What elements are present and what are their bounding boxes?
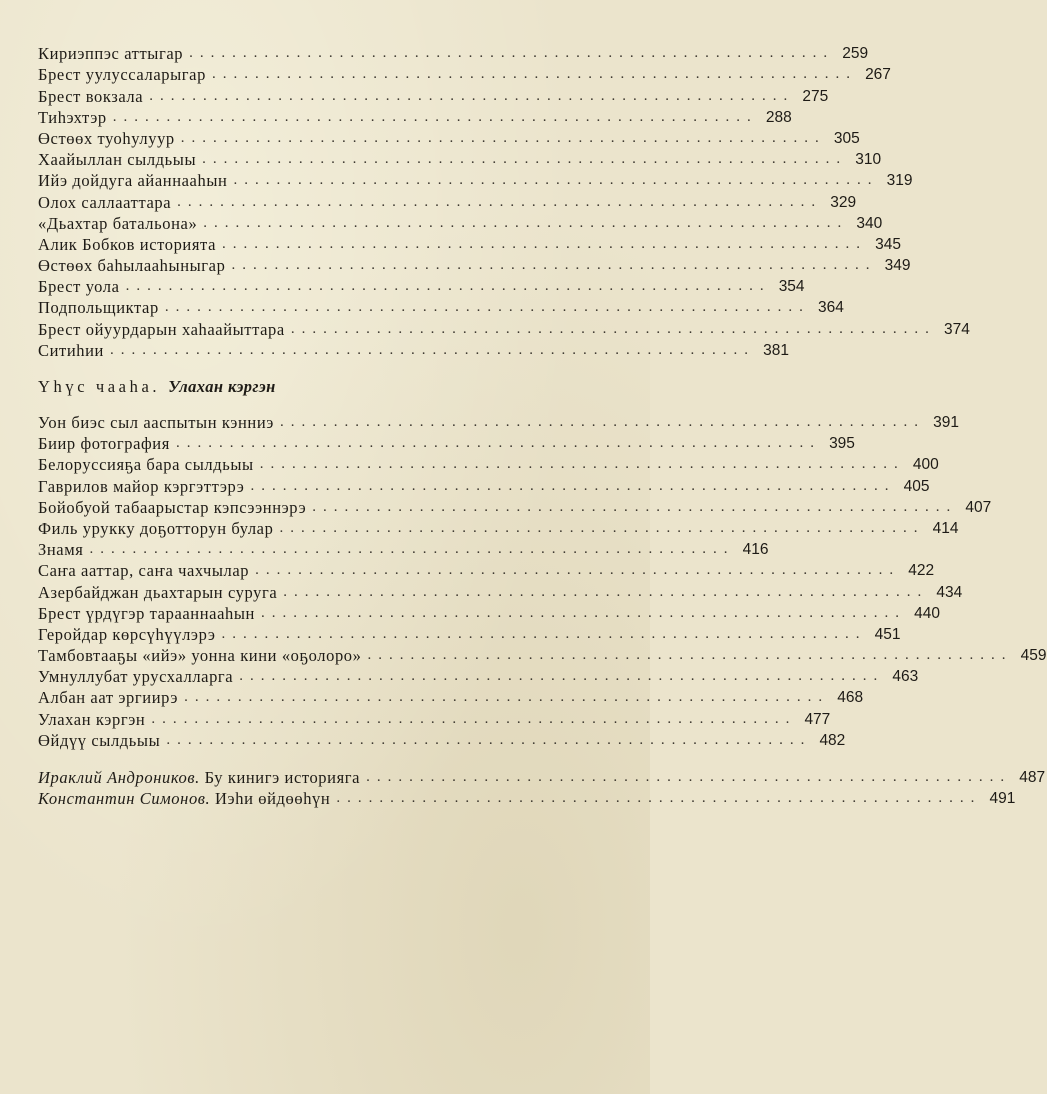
toc-group-1	[38, 43, 970, 361]
toc-entry	[38, 475, 930, 496]
toc-entry-page: 482	[819, 731, 846, 749]
dot-leader: ............................................................	[211, 66, 857, 83]
toc-entry	[38, 624, 901, 645]
toc-entry	[38, 149, 882, 170]
toc-entry-title: Геройдар көрсүһүүлэрэ	[38, 624, 216, 644]
toc-entry	[38, 560, 935, 581]
toc-entry-page: 422	[908, 562, 935, 580]
toc-entry	[38, 454, 939, 475]
toc-entry-title: Умнуллубат урусхалларга	[38, 667, 234, 687]
toc-entry-title: Хаайыллан сылдьыы	[38, 150, 197, 170]
dot-leader: ............................................................	[151, 710, 797, 727]
toc-entry-title: Өстөөх баһылааһыныгар	[38, 256, 226, 276]
dot-leader: ............................................................	[279, 414, 925, 430]
toc-entry-author: Константин Симонов.	[38, 789, 211, 809]
toc-entry-title: Ийэ дойдуга айаннааһын	[38, 171, 228, 191]
toc-entry-page: 275	[802, 87, 829, 105]
toc-entry-page: 407	[965, 498, 992, 516]
toc-entry-title: Биир фотография	[38, 434, 170, 454]
toc-entry	[38, 603, 940, 624]
toc-entry	[38, 276, 805, 297]
toc-entry-title-text: Бу кинигэ историяга	[204, 768, 361, 787]
dot-leader: ............................................................	[255, 562, 901, 579]
toc-entry	[38, 318, 970, 339]
toc-group-3	[38, 767, 1046, 809]
dot-leader: ............................................................	[175, 435, 821, 452]
toc-entry-page: 259	[842, 45, 869, 63]
dot-leader: ............................................................	[180, 129, 826, 146]
toc-entry-page: 374	[943, 320, 970, 338]
toc-entry	[38, 107, 792, 128]
toc-entry-page: 459	[1020, 647, 1047, 665]
dot-leader: ............................................................	[283, 583, 929, 600]
table-of-contents	[38, 43, 1047, 809]
toc-entry-page: 414	[932, 519, 959, 537]
toc-entry	[38, 708, 831, 729]
toc-entry-title: Знамя	[38, 540, 84, 560]
toc-entry-title: Подпольщиктар	[38, 298, 159, 318]
dot-leader: ............................................................	[233, 172, 879, 189]
toc-entry-title: Брест үрдүгэр тарааннааһын	[38, 603, 255, 623]
toc-entry	[38, 297, 844, 318]
toc-entry	[38, 645, 1047, 666]
toc-entry	[38, 767, 1046, 788]
spacer	[38, 751, 538, 767]
toc-entry-page: 364	[817, 299, 844, 317]
dot-leader: ............................................................	[366, 769, 1012, 785]
toc-entry	[38, 128, 860, 149]
dot-leader: ............................................................	[221, 625, 867, 642]
toc-entry-title: Кириэппэс аттыгар	[38, 44, 184, 64]
toc-entry-title: Гаврилов майор кэргэттэрэ	[38, 476, 245, 496]
toc-entry	[38, 730, 846, 751]
toc-entry-title	[38, 788, 336, 809]
dot-leader: ............................................................	[336, 790, 982, 807]
toc-entry-page: 319	[886, 172, 913, 190]
toc-entry-page: 329	[830, 193, 857, 211]
toc-entry-title-text: Иэһи өйдөөһүн	[215, 789, 331, 809]
toc-entry-page: 477	[804, 710, 831, 728]
dot-leader: ............................................................	[259, 456, 905, 473]
toc-entry-title: Олох саллааттара	[38, 192, 172, 212]
toc-entry-page: 463	[892, 668, 919, 686]
dot-leader: ............................................................	[290, 320, 936, 337]
toc-entry-page: 391	[933, 414, 959, 431]
toc-entry	[38, 85, 829, 106]
toc-entry	[38, 213, 883, 234]
toc-entry	[38, 43, 869, 64]
toc-entry-author: Ираклий Андроников.	[38, 768, 200, 787]
toc-entry-title: Уон биэс сыл ааспытын кэнниэ	[38, 413, 274, 432]
section-heading	[38, 376, 538, 398]
toc-entry-title: Филь уруккy доҕотторун булар	[38, 518, 274, 538]
dot-leader: ............................................................	[125, 278, 771, 295]
toc-entry-title: Тиһэхтэр	[38, 107, 107, 127]
toc-entry	[38, 581, 963, 602]
toc-entry	[38, 234, 901, 255]
dot-leader: ............................................................	[189, 45, 835, 62]
toc-entry-title: Алик Бобков историята	[38, 234, 216, 254]
toc-entry	[38, 788, 1016, 809]
toc-entry	[38, 255, 911, 276]
toc-entry-page: 440	[914, 604, 940, 622]
toc-entry	[38, 340, 789, 361]
toc-entry	[38, 539, 769, 560]
toc-entry-page: 400	[912, 456, 939, 474]
toc-entry	[38, 64, 891, 85]
toc-entry-page: 468	[837, 689, 864, 707]
dot-leader: ............................................................	[110, 341, 755, 358]
toc-entry	[38, 191, 857, 212]
dot-leader: ............................................................	[149, 87, 795, 104]
dot-leader: ............................................................	[112, 108, 758, 125]
dot-leader: ............................................................	[367, 647, 1013, 664]
toc-entry	[38, 412, 959, 433]
toc-entry-title: Азербайджан дьахтарын суруга	[38, 582, 278, 602]
toc-entry-title: Брест ойуурдарын хаһаайыттара	[38, 319, 285, 339]
toc-entry-page: 345	[875, 235, 901, 253]
dot-leader: ............................................................	[184, 689, 830, 706]
dot-leader: ............................................................	[177, 193, 823, 210]
toc-entry-page: 354	[778, 278, 805, 296]
toc-entry-page: 416	[742, 541, 769, 559]
toc-entry	[38, 687, 864, 708]
dot-leader: ............................................................	[250, 477, 896, 494]
dot-leader: ............................................................	[312, 498, 958, 515]
dot-leader: ............................................................	[166, 731, 812, 748]
toc-entry-title: Улахан кэргэн	[38, 709, 146, 729]
toc-entry	[38, 433, 855, 454]
toc-entry-page: 381	[763, 341, 789, 359]
toc-entry-title: Өстөөх туоһулуур	[38, 128, 175, 148]
toc-group-2	[38, 412, 1047, 751]
toc-entry-title: Ситиһии	[38, 340, 104, 360]
toc-entry-page: 305	[833, 129, 860, 147]
toc-entry-page: 340	[856, 214, 883, 232]
toc-entry-title: Брест уулуссаларыгар	[38, 65, 206, 85]
toc-entry-title: Өйдүү сылдьыы	[38, 730, 161, 750]
dot-leader: ............................................................	[260, 604, 906, 621]
toc-entry-page: 288	[765, 108, 792, 126]
toc-entry-title: Албан аат эргиирэ	[38, 688, 179, 708]
toc-entry-page: 434	[936, 583, 963, 601]
toc-entry-page: 267	[865, 66, 891, 84]
toc-entry-title: Белоруссияҕа бара сылдьыы	[38, 455, 254, 475]
dot-leader: ............................................................	[203, 214, 849, 231]
toc-entry-title	[38, 767, 366, 788]
toc-entry-page: 491	[989, 790, 1016, 808]
toc-entry-page: 451	[874, 625, 901, 643]
toc-entry-title: Брест вокзала	[38, 86, 144, 106]
toc-entry-page: 405	[903, 477, 930, 495]
toc-entry	[38, 518, 959, 539]
dot-leader: ............................................................	[89, 541, 735, 558]
toc-entry-page: 310	[855, 151, 882, 169]
toc-entry	[38, 497, 992, 518]
toc-entry-title: Саҥа ааттар, саҥа чахчылар	[38, 561, 250, 581]
dot-leader: ............................................................	[279, 519, 925, 536]
toc-entry-page: 349	[884, 257, 911, 275]
toc-entry-page: 487	[1019, 769, 1046, 786]
toc-entry	[38, 666, 919, 687]
dot-leader: ............................................................	[222, 235, 867, 252]
toc-entry-title: «Дьахтар батальона»	[38, 213, 198, 233]
toc-entry-title: Брест уола	[38, 277, 120, 297]
dot-leader: ............................................................	[239, 668, 885, 685]
dot-leader: ............................................................	[202, 151, 848, 168]
toc-entry	[38, 170, 913, 191]
section-subtitle: Улахан кэргэн	[168, 376, 276, 396]
dot-leader: ............................................................	[164, 299, 810, 316]
section-label: Үһүс чааһа.	[38, 376, 161, 396]
toc-entry-page: 395	[829, 435, 855, 453]
toc-entry-title: Тамбовтааҕы «ийэ» уонна кини «оҕолоро»	[38, 646, 362, 666]
toc-entry-title: Бойобуой табаарыстар кэпсээннэрэ	[38, 497, 307, 517]
dot-leader: ............................................................	[231, 257, 877, 274]
